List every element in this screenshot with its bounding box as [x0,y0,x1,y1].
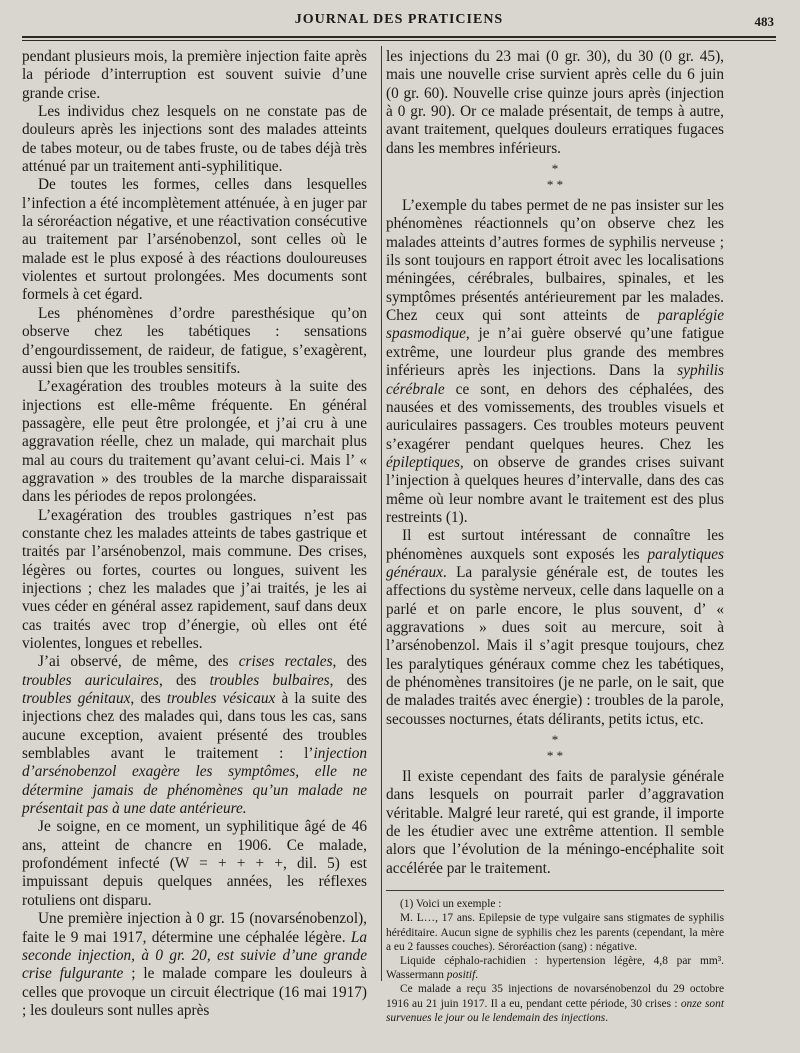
footnotes [386,897,724,1025]
left-column [22,48,367,1020]
left-paragraph-1: pendant plusieurs mois, la première injection faite après la période d’interruption est souvent suivie d’une grande crise. [22,48,367,102]
footnote-paragraph-4: Ce malade a reçu 35 injections de novarsénobenzol du 29 octobre 1916 au 21 juin 1917. Il a eu, pendant cette période, 30 crises : onze sont survenues le jour ou le lendemain des injections. [386,983,724,1024]
section-separator: * * * [546,161,564,193]
left-paragraph-2: Les individus chez lesquels on ne constate pas de douleurs après les injections sont des malades atteints de tabes moteur, ou de tabes fruste, ou de tabes déjà très atténué par un traitement anti-syphilitique. [22,103,367,176]
journal-title: JOURNAL DES PRATICIENS [294,12,504,27]
right-paragraph-6: Il existe cependant des faits de paralysie générale dans lesquels on pourrait parler d’aggravation véritable. Malgré leur rareté, qui est grande, il importe de les étudier avec une extrême attention. Il semble alors que l’évolution de la méningo-encéphalite soit accélérée par le traitement. [386,768,724,877]
footnote-paragraph-2: M. L…, 17 ans. Epilepsie de type vulgaire sans stigmates de syphilis héréditaire. Aucun signe de syphilis chez les parents (cependant, la mère a eu 2 fausses couches). Séroréaction (sang) : négative. [386,912,724,953]
left-paragraph-5: L’exagération des troubles moteurs à la suite des injections est elle-même fréquente. En général passagère, elle peut être prolongée, et j’ai cru à une aggravation réelle, chez un malade, qui marchait plus mal au cours du traitement qu’avant celui-ci. Mais l’ « aggravation » des troubles de la marche disparaissait dans les périodes de repos prolongées. [22,378,367,506]
left-paragraph-4: Les phénomènes d’ordre paresthésique qu’on observe chez les tabétiques : sensations d’engourdissement, de raideur, de fatigue, s’exagèrent, aussi bien que les troubles sensitifs. [22,304,367,377]
right-column [386,48,724,1025]
left-paragraph-8: Je soigne, en ce moment, un syphilitique âgé de 46 ans, atteint de chancre en 1906. Ce malade, profondément infecté (W = + + + +, dil. 5) est impuissant depuis quelques années, les réflexes rotuliens ont disparu. [22,818,367,909]
footnote-paragraph-1: (1) Voici un exemple : [400,898,502,911]
right-column-body [386,48,724,878]
header-rule [22,36,776,38]
footnote-rule [386,890,724,891]
footnote-paragraph-3: Liquide céphalo-rachidien : hypertension légère, 4,8 par mm³. Wassermann positif. [386,954,724,982]
left-paragraph-3: De toutes les formes, celles dans lesquelles l’infection a été incomplètement atténuée, à en juger par la séroréaction négative, et une réactivation consécutive au traitement par l’arsénobenzol, sont celles où le malade est le plus exposé à des réactions douloureuses violentes et surtout prolongées. Mes documents sont formels à cet égard. [22,176,367,304]
left-paragraph-7: J’ai observé, de même, des crises rectales, des troubles auriculaires, des troubles bulbaires, des troubles génitaux, des troubles vésicaux à la suite des injections chez des malades qui, dans tous les cas, sans aucune exception, avaient présenté des troubles semblables avant le traitement : l’injection d’arsénobenzol exagère les symptômes, elle ne détermine jamais de phénomènes qu’un malade ne présentait pas à une date antérieure. [22,653,367,818]
left-paragraph-9: Une première injection à 0 gr. 15 (novarsénobenzol), faite le 9 mai 1917, détermine une céphalée légère. La seconde injection, à 0 gr. 20, est suivie d’une grande crise fulgurante ; le malade compare les douleurs à celles que provoque un circuit électrique (16 mai 1917) ; les douleurs sont nulles après [22,910,367,1019]
section-separator: * * * [546,732,564,764]
column-divider [381,46,382,981]
running-header [22,10,776,34]
page-number: 483 [754,14,774,29]
right-paragraph-4: Il est surtout intéressant de connaître les phénomènes auxquels sont exposés les paralytiques généraux. La paralysie générale est, de toutes les affections du système nerveux, celle dans laquelle on a parlé et on parle encore, le plus souvent, d’ « aggravations » dues soit au mercure, soit à l’arsénobenzol. Mais il s’agit presque toujours, chez les paralytiques généraux comme chez les tabétiques, de phénomènes transitoires (je ne parle, on le sait, que de malades traités avec énergie) : troubles de la parole, secousses nocturnes, états délirants, petits ictus, etc. [386,527,724,728]
header-rule-thin [22,40,776,41]
right-paragraph-1: les injections du 23 mai (0 gr. 30), du 30 (0 gr. 45), mais une nouvelle crise survient après celle du 6 juin (0 gr. 60). Nouvelle crise quinze jours après (injection à 0 gr. 90). Or ce malade présentait, de temps à autre, avant traitement, quelques douleurs erratiques fugaces dans les membres inférieurs. [386,48,724,157]
left-paragraph-6: L’exagération des troubles gastriques n’est pas constante chez les malades atteints de tabes gastrique et traités par l’arsénobenzol, mais commune. Des crises, légères ou fortes, courtes ou longues, suivent les injections ; chez les malades que j’ai traités, je les ai vues céder en général assez rapidement, sauf dans deux cas traités avec trop d’énergie, où elles ont été violentes, longues et rebelles. [22,506,367,652]
right-paragraph-3: L’exemple du tabes permet de ne pas insister sur les phénomènes réactionnels qu’on observe chez les malades atteints d’autres formes de syphilis nerveuse ; ils sont toujours en rapport étroit avec les localisations méningées, cérébrales, bulbaires, spinales, et les symptômes présentés antérieurement par les malades. Chez ceux qui sont atteints de paraplégie spasmodique, je n’ai guère observé qu’une fatigue extrême, une lourdeur plus grande des membres inférieurs après les injections. Dans la syphilis cérébrale ce sont, en dehors des céphalées, des nausées et des vomissements, des troubles visuels et auriculaires passagers. Ces troubles moteurs peuvent s’exagérer pendant quelques heures. Chez les épileptiques, on observe de grandes crises suivant l’injection à quelques heures d’intervalle, dans des cas même où leur nombre avant le traitement est des plus restreints (1). [386,197,724,526]
